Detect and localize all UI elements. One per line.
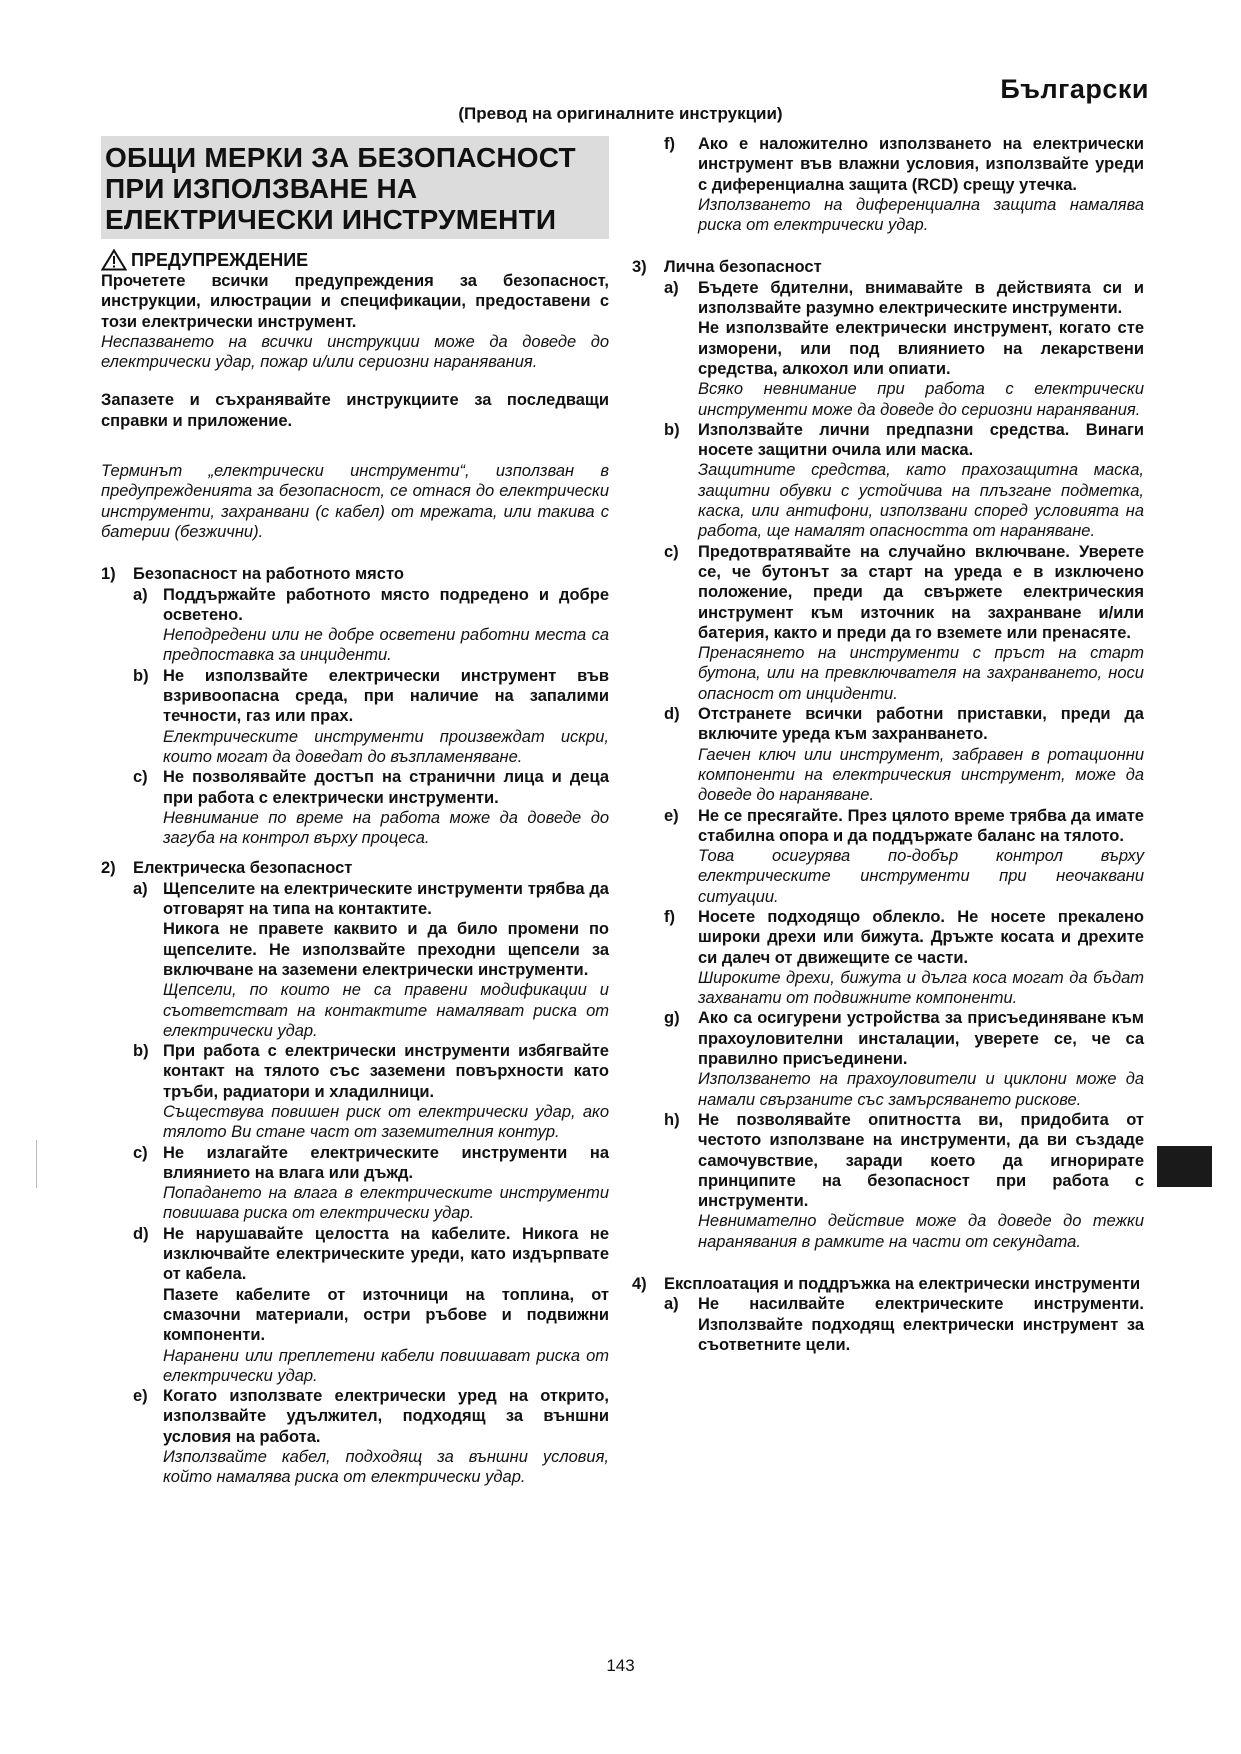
list-item [133, 585, 609, 666]
section-title: Лична безопасност [664, 258, 822, 277]
warning-bold: Прочетете всички предупреждения за безопасност, инструкции, илюстрации и спецификации, предоставени с този електрически инструмент. [101, 272, 609, 331]
item-italic: Гаечен ключ или инструмент, забравен в ротационни компоненти на електрическия инструмент, може да доведе до нараняване. [698, 745, 1144, 805]
item-italic: Невнимателно действие може да доведе до тежки наранявания в рамките на части от секундата. [698, 1212, 1144, 1251]
item-bold: Не се пресягайте. През цялото време трябва да имате стабилна опора и да поддържате баланс на тялото. [698, 806, 1144, 845]
list-item [133, 1224, 609, 1386]
item-italic: Широките дрехи, бижута и дълга коса могат да бъдат захванати от подвижните компоненти. [698, 968, 1144, 1008]
item-bold: Никога не правете каквито и да било промени по щепселите. Не използвайте преходни щепсели за включване на заземени електрически инструменти. [163, 920, 609, 979]
item-label: a) [664, 278, 679, 297]
section-3-heading [632, 257, 1144, 277]
section-number: 3) [632, 258, 647, 277]
item-italic: Пренасянето на инструменти с пръст на старт бутона, или на превключвателя на захранването, носи опасност от инциденти. [698, 644, 1144, 703]
item-label: e) [133, 1387, 148, 1406]
section-title: Безопасност на работното място [133, 565, 404, 584]
item-label: a) [133, 585, 148, 604]
item-italic: Неподредени или не добре осветени работни места са предпоставка за инциденти. [163, 626, 609, 665]
item-bold: Не използвайте електрически инструмент, когато сте изморени, или под влиянието на лекарствени средства, алкохол или опиати. [698, 319, 1144, 378]
list-item [664, 542, 1144, 704]
warning-heading [101, 249, 609, 271]
item-italic: Съществува повишен риск от електрически удар, ако тялото Ви стане част от заземителния контур. [163, 1102, 609, 1142]
list-item [133, 666, 609, 767]
item-label: c) [133, 768, 148, 787]
item-italic: Наранени или преплетени кабели повишават риска от електрически удар. [163, 1346, 609, 1385]
item-label: d) [133, 1224, 149, 1243]
item-label: c) [664, 542, 679, 561]
item-italic: Невнимание по време на работа може да доведе до загуба на контрол върху процеса. [163, 808, 609, 848]
item-bold: Бъдете бдителни, внимавайте в действията си и използвайте разумно електрическите инструменти. [698, 278, 1144, 318]
item-bold: Когато използвате електрически уред на открито, използвайте удължител, подходящ за външни условия на работа. [163, 1387, 609, 1446]
list-item [133, 767, 609, 848]
section-number: 4) [632, 1275, 647, 1294]
item-bold: Не нарушавайте целостта на кабелите. Никога не изключвайте електрическите уреди, като издърпвате от кабела. [163, 1224, 609, 1284]
list-item [133, 879, 609, 1041]
subtitle: (Превод на оригиналните инструкции) [458, 104, 783, 123]
item-bold: Не излагайте електрическите инструменти на влиянието на влага или дъжд. [163, 1143, 609, 1182]
left-column [101, 136, 609, 1488]
item-italic: Електрическите инструменти произвеждат искри, които могат да доведат до възпламеняване. [163, 727, 609, 766]
section-number: 1) [101, 565, 116, 584]
item-label: b) [133, 1042, 149, 1061]
item-italic: Всяко невнимание при работа с електрически инструменти може да доведе до сериозни наранявания. [698, 380, 1144, 419]
item-bold: Поддържайте работното място подредено и добре осветено. [163, 585, 609, 624]
item-bold: Не позволявайте опитността ви, придобита от честото използване на инструменти, да ви създаде самочувствие, заради което да игнорирате принципите на безопасност при работа с инструменти. [698, 1110, 1144, 1211]
item-bold: Ако са осигурени устройства за присъединяване към прахоуловителни инсталации, уверете се, че са правилно присъединени. [698, 1009, 1144, 1069]
item-label: f) [664, 907, 675, 926]
section-title: Електрическа безопасност [133, 859, 353, 878]
list-item [664, 1294, 1144, 1355]
warning-italic: Неспазването на всички инструкции може да доведе до електрически удар, пожар и/или сериозни наранявания. [101, 332, 609, 372]
term-definition: Терминът „електрически инструменти“, използван в предупрежденията за безопасност, се отнася до електрически инструменти, захранвани (с кабел) от мрежата, или такива с батерии (безжични). [101, 462, 609, 541]
section-2-heading [101, 858, 609, 878]
item-bold: Не насилвайте електрическите инструменти. Използвайте подходящ електрически инструмент за съответните цели. [698, 1295, 1144, 1354]
item-bold: Предотвратявайте на случайно включване. Уверете се, че бутонът за старт на уреда е в изключено положение, преди да свържете електрическия инструмент към източник на захранване и/или батерия, както и преди да го вземете или пренасяте. [698, 542, 1144, 642]
item-label: h) [664, 1110, 680, 1129]
list-item [133, 1386, 609, 1487]
item-italic: Това осигурява по-добър контрол върху електрическите инструменти при неочаквани ситуации. [698, 847, 1144, 906]
page-number: 143 [606, 1656, 635, 1675]
list-item [664, 1110, 1144, 1252]
item-bold: Не позволявайте достъп на странични лица и деца при работа с електрически инструменти. [163, 768, 609, 807]
section-number: 2) [101, 859, 116, 878]
list-item [664, 134, 1144, 235]
item-label: b) [664, 420, 680, 439]
page-title: ОБЩИ МЕРКИ ЗА БЕЗОПАСНОСТ ПРИ ИЗПОЛЗВАНЕ НА ЕЛЕКТРИЧЕСКИ ИНСТРУМЕНТИ [101, 136, 609, 239]
item-italic: Попадането на влага в електрическите инструменти повишава риска от електрически удар. [163, 1184, 609, 1223]
item-label: g) [664, 1009, 680, 1028]
item-italic: Щепсели, по които не са правени модификации и съответстват на контактите намаляват риска от електрически удар. [163, 981, 609, 1040]
item-italic: Използването на диференциална защита намалява риска от електрически удар. [698, 195, 1144, 235]
right-column [632, 134, 1144, 1355]
section-4-heading [632, 1274, 1144, 1294]
margin-mark [36, 1140, 37, 1188]
item-bold: При работа с електрически инструменти избягвайте контакт на тялото със заземени повърхности като тръби, радиатори и хладилници. [163, 1042, 609, 1101]
item-bold: Отстранете всички работни приставки, преди да включите уреда към захранването. [698, 705, 1144, 744]
item-bold: Пазете кабелите от източници на топлина, от смазочни материали, остри ръбове и подвижни компоненти. [163, 1285, 609, 1345]
item-bold: Използвайте лични предпазни средства. Винаги носете защитни очила или маска. [698, 420, 1144, 460]
list-item [664, 420, 1144, 542]
warning-label: ПРЕДУПРЕЖДЕНИЕ [131, 249, 309, 270]
language-label: Български [1000, 74, 1149, 104]
save-instructions: Запазете и съхранявайте инструкциите за последващи справки и приложение. [101, 391, 609, 430]
warning-triangle-icon [101, 249, 127, 271]
item-label: e) [664, 806, 679, 825]
list-item [664, 806, 1144, 907]
item-label: d) [664, 705, 680, 724]
list-item [133, 1143, 609, 1224]
item-italic: Защитните средства, като прахозащитна маска, защитни обувки с устойчива на плъзгане подметка, каска, или антифони, използвани според условията на работа, ще намалят опасността от нараняване. [698, 461, 1144, 541]
item-label: c) [133, 1143, 148, 1162]
item-label: a) [133, 879, 148, 898]
item-bold: Не използвайте електрически инструмент във взривоопасна среда, при наличие на запалими течности, газ или прах. [163, 666, 609, 726]
item-italic: Използвайте кабел, подходящ за външни условия, който намалява риска от електрически удар. [163, 1448, 609, 1487]
list-item [664, 278, 1144, 420]
section-title: Експлоатация и поддръжка на електрически инструменти [664, 1275, 1141, 1294]
item-italic: Използването на прахоуловители и циклони може да намали свързаните със замърсяването рискове. [698, 1070, 1144, 1109]
language-tab-marker [1157, 1146, 1212, 1187]
item-bold: Ако е наложително използването на електрически инструмент във влажни условия, използвайте уреди с диференциална защита (RCD) срещу утечка. [698, 135, 1144, 194]
list-item [664, 1008, 1144, 1109]
list-item [664, 704, 1144, 805]
item-bold: Носете подходящо облекло. Не носете прекалено широки дрехи или бижута. Дръжте косата и дрехите си далеч от движещите се части. [698, 907, 1144, 967]
item-label: a) [664, 1295, 679, 1314]
item-label: b) [133, 666, 149, 685]
section-1-heading [101, 564, 609, 584]
item-bold: Щепселите на електрическите инструменти трябва да отговарят на типа на контактите. [163, 879, 609, 919]
list-item [133, 1041, 609, 1142]
item-label: f) [664, 135, 675, 153]
list-item [664, 907, 1144, 1008]
